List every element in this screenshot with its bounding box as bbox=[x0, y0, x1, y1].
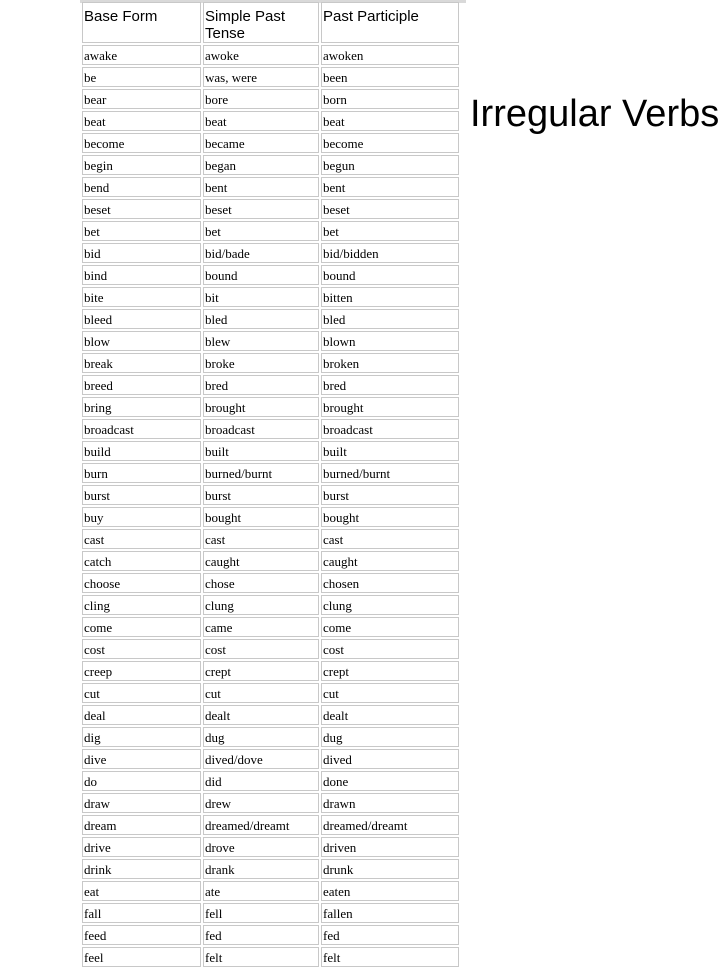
table-row bbox=[82, 199, 459, 219]
simple-past-cell: drank bbox=[203, 859, 319, 879]
base-form-cell: bleed bbox=[82, 309, 201, 329]
past-participle-cell: felt bbox=[321, 947, 459, 967]
past-participle-cell: bred bbox=[321, 375, 459, 395]
table-row bbox=[82, 859, 459, 879]
past-participle-cell: cast bbox=[321, 529, 459, 549]
past-participle-cell: broadcast bbox=[321, 419, 459, 439]
past-participle-cell: caught bbox=[321, 551, 459, 571]
base-form-cell: be bbox=[82, 67, 201, 87]
base-form-cell: become bbox=[82, 133, 201, 153]
base-form-cell: creep bbox=[82, 661, 201, 681]
table-row bbox=[82, 45, 459, 65]
table-row bbox=[82, 265, 459, 285]
irregular-verbs-table bbox=[80, 0, 461, 969]
base-form-cell: drive bbox=[82, 837, 201, 857]
base-form-cell: beset bbox=[82, 199, 201, 219]
simple-past-cell: bit bbox=[203, 287, 319, 307]
base-form-cell: bend bbox=[82, 177, 201, 197]
table-row bbox=[82, 683, 459, 703]
base-form-cell: dream bbox=[82, 815, 201, 835]
past-participle-cell: bent bbox=[321, 177, 459, 197]
past-participle-cell: bought bbox=[321, 507, 459, 527]
table-row bbox=[82, 903, 459, 923]
past-participle-cell: bound bbox=[321, 265, 459, 285]
simple-past-cell: dreamed/dreamt bbox=[203, 815, 319, 835]
table-row bbox=[82, 639, 459, 659]
simple-past-cell: burned/burnt bbox=[203, 463, 319, 483]
simple-past-cell: chose bbox=[203, 573, 319, 593]
simple-past-cell: bound bbox=[203, 265, 319, 285]
simple-past-cell: bent bbox=[203, 177, 319, 197]
simple-past-cell: began bbox=[203, 155, 319, 175]
table-row bbox=[82, 595, 459, 615]
past-participle-cell: chosen bbox=[321, 573, 459, 593]
simple-past-cell: built bbox=[203, 441, 319, 461]
table-row bbox=[82, 243, 459, 263]
base-form-cell: fall bbox=[82, 903, 201, 923]
base-form-cell: draw bbox=[82, 793, 201, 813]
table-row bbox=[82, 771, 459, 791]
simple-past-cell: came bbox=[203, 617, 319, 637]
base-form-cell: feed bbox=[82, 925, 201, 945]
table-row bbox=[82, 67, 459, 87]
table-row bbox=[82, 89, 459, 109]
base-form-cell: cost bbox=[82, 639, 201, 659]
table-row bbox=[82, 793, 459, 813]
table-row bbox=[82, 177, 459, 197]
table-row bbox=[82, 221, 459, 241]
base-form-cell: eat bbox=[82, 881, 201, 901]
base-form-cell: awake bbox=[82, 45, 201, 65]
simple-past-cell: bore bbox=[203, 89, 319, 109]
past-participle-cell: brought bbox=[321, 397, 459, 417]
base-form-cell: bind bbox=[82, 265, 201, 285]
base-form-cell: bring bbox=[82, 397, 201, 417]
base-form-cell: cling bbox=[82, 595, 201, 615]
base-form-cell: begin bbox=[82, 155, 201, 175]
base-form-cell: cut bbox=[82, 683, 201, 703]
simple-past-cell: caught bbox=[203, 551, 319, 571]
simple-past-cell: bid/bade bbox=[203, 243, 319, 263]
table-row bbox=[82, 837, 459, 857]
base-form-cell: bid bbox=[82, 243, 201, 263]
simple-past-cell: blew bbox=[203, 331, 319, 351]
base-form-cell: broadcast bbox=[82, 419, 201, 439]
table-row bbox=[82, 397, 459, 417]
table-row bbox=[82, 749, 459, 769]
simple-past-cell: beset bbox=[203, 199, 319, 219]
simple-past-cell: fed bbox=[203, 925, 319, 945]
table-row bbox=[82, 529, 459, 549]
simple-past-cell: bled bbox=[203, 309, 319, 329]
table-row bbox=[82, 331, 459, 351]
past-participle-cell: clung bbox=[321, 595, 459, 615]
simple-past-cell: cost bbox=[203, 639, 319, 659]
past-participle-cell: burst bbox=[321, 485, 459, 505]
base-form-cell: bite bbox=[82, 287, 201, 307]
past-participle-cell: bid/bidden bbox=[321, 243, 459, 263]
base-form-cell: catch bbox=[82, 551, 201, 571]
simple-past-cell: cast bbox=[203, 529, 319, 549]
simple-past-cell: broke bbox=[203, 353, 319, 373]
past-participle-cell: cut bbox=[321, 683, 459, 703]
simple-past-cell: ate bbox=[203, 881, 319, 901]
table-row bbox=[82, 947, 459, 967]
past-participle-cell: blown bbox=[321, 331, 459, 351]
table-body bbox=[82, 45, 459, 967]
past-participle-cell: awoken bbox=[321, 45, 459, 65]
base-form-cell: do bbox=[82, 771, 201, 791]
past-participle-cell: broken bbox=[321, 353, 459, 373]
base-form-cell: dive bbox=[82, 749, 201, 769]
table-row bbox=[82, 573, 459, 593]
table-row bbox=[82, 881, 459, 901]
past-participle-cell: drawn bbox=[321, 793, 459, 813]
table-row bbox=[82, 485, 459, 505]
table-row bbox=[82, 111, 459, 131]
past-participle-cell: bitten bbox=[321, 287, 459, 307]
past-participle-cell: eaten bbox=[321, 881, 459, 901]
past-participle-cell: dreamed/dreamt bbox=[321, 815, 459, 835]
simple-past-cell: beat bbox=[203, 111, 319, 131]
base-form-cell: break bbox=[82, 353, 201, 373]
base-form-cell: blow bbox=[82, 331, 201, 351]
table-row bbox=[82, 727, 459, 747]
simple-past-cell: fell bbox=[203, 903, 319, 923]
base-form-cell: burst bbox=[82, 485, 201, 505]
past-participle-cell: beset bbox=[321, 199, 459, 219]
base-form-cell: burn bbox=[82, 463, 201, 483]
base-form-cell: feel bbox=[82, 947, 201, 967]
header-past-participle: Past Participle bbox=[321, 2, 459, 43]
table-row bbox=[82, 507, 459, 527]
table-row bbox=[82, 419, 459, 439]
base-form-cell: bet bbox=[82, 221, 201, 241]
simple-past-cell: felt bbox=[203, 947, 319, 967]
simple-past-cell: burst bbox=[203, 485, 319, 505]
base-form-cell: buy bbox=[82, 507, 201, 527]
past-participle-cell: dug bbox=[321, 727, 459, 747]
simple-past-cell: drove bbox=[203, 837, 319, 857]
base-form-cell: dig bbox=[82, 727, 201, 747]
past-participle-cell: built bbox=[321, 441, 459, 461]
base-form-cell: come bbox=[82, 617, 201, 637]
table-row bbox=[82, 309, 459, 329]
simple-past-cell: was, were bbox=[203, 67, 319, 87]
simple-past-cell: dealt bbox=[203, 705, 319, 725]
table-row bbox=[82, 353, 459, 373]
table-row bbox=[82, 375, 459, 395]
past-participle-cell: beat bbox=[321, 111, 459, 131]
base-form-cell: deal bbox=[82, 705, 201, 725]
base-form-cell: choose bbox=[82, 573, 201, 593]
past-participle-cell: bet bbox=[321, 221, 459, 241]
table-row bbox=[82, 155, 459, 175]
past-participle-cell: drunk bbox=[321, 859, 459, 879]
past-participle-cell: dived bbox=[321, 749, 459, 769]
past-participle-cell: come bbox=[321, 617, 459, 637]
simple-past-cell: dived/dove bbox=[203, 749, 319, 769]
past-participle-cell: driven bbox=[321, 837, 459, 857]
base-form-cell: cast bbox=[82, 529, 201, 549]
table-row bbox=[82, 661, 459, 681]
past-participle-cell: burned/burnt bbox=[321, 463, 459, 483]
table-row bbox=[82, 705, 459, 725]
past-participle-cell: cost bbox=[321, 639, 459, 659]
table-header-row bbox=[82, 2, 459, 43]
base-form-cell: bear bbox=[82, 89, 201, 109]
past-participle-cell: crept bbox=[321, 661, 459, 681]
past-participle-cell: begun bbox=[321, 155, 459, 175]
simple-past-cell: crept bbox=[203, 661, 319, 681]
header-simple-past: Simple Past Tense bbox=[203, 2, 319, 43]
past-participle-cell: fallen bbox=[321, 903, 459, 923]
base-form-cell: breed bbox=[82, 375, 201, 395]
table-row bbox=[82, 617, 459, 637]
base-form-cell: drink bbox=[82, 859, 201, 879]
table-row bbox=[82, 551, 459, 571]
table-row bbox=[82, 925, 459, 945]
table-row bbox=[82, 463, 459, 483]
past-participle-cell: dealt bbox=[321, 705, 459, 725]
past-participle-cell: been bbox=[321, 67, 459, 87]
past-participle-cell: born bbox=[321, 89, 459, 109]
base-form-cell: beat bbox=[82, 111, 201, 131]
simple-past-cell: drew bbox=[203, 793, 319, 813]
past-participle-cell: done bbox=[321, 771, 459, 791]
simple-past-cell: dug bbox=[203, 727, 319, 747]
simple-past-cell: clung bbox=[203, 595, 319, 615]
table-row bbox=[82, 133, 459, 153]
simple-past-cell: broadcast bbox=[203, 419, 319, 439]
simple-past-cell: did bbox=[203, 771, 319, 791]
simple-past-cell: bought bbox=[203, 507, 319, 527]
page-title: Irregular Verbs bbox=[470, 93, 720, 135]
simple-past-cell: bet bbox=[203, 221, 319, 241]
simple-past-cell: bred bbox=[203, 375, 319, 395]
past-participle-cell: become bbox=[321, 133, 459, 153]
simple-past-cell: brought bbox=[203, 397, 319, 417]
header-base-form: Base Form bbox=[82, 2, 201, 43]
simple-past-cell: cut bbox=[203, 683, 319, 703]
table-row bbox=[82, 287, 459, 307]
table-row bbox=[82, 815, 459, 835]
past-participle-cell: fed bbox=[321, 925, 459, 945]
past-participle-cell: bled bbox=[321, 309, 459, 329]
simple-past-cell: awoke bbox=[203, 45, 319, 65]
simple-past-cell: became bbox=[203, 133, 319, 153]
base-form-cell: build bbox=[82, 441, 201, 461]
table-row bbox=[82, 441, 459, 461]
